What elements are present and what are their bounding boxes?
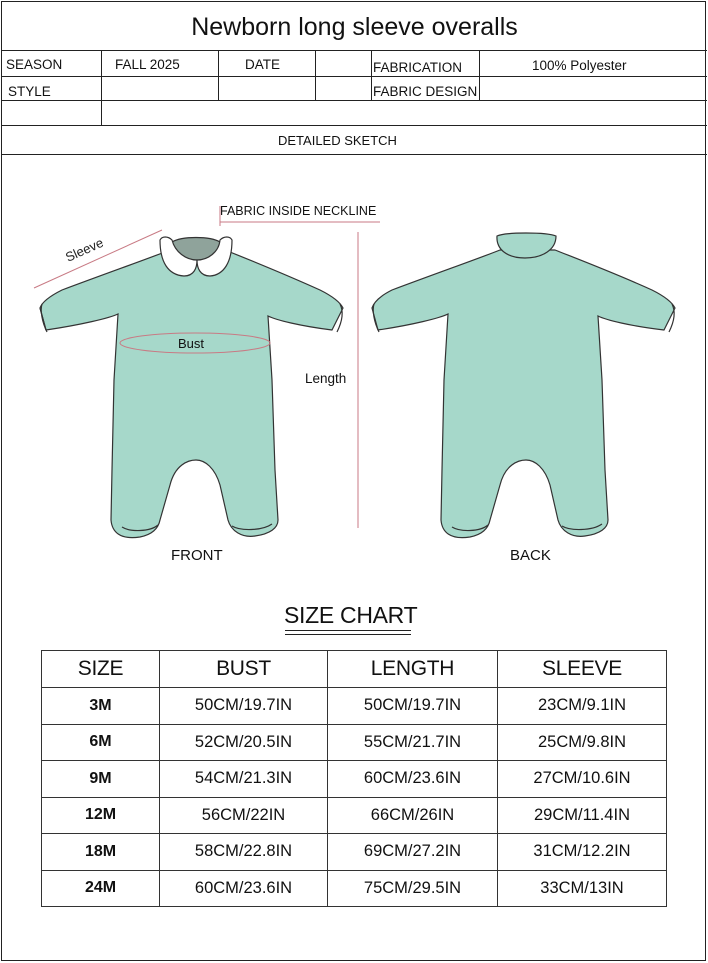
size-chart-title: SIZE CHART bbox=[284, 602, 418, 628]
size-cell: 3M bbox=[42, 688, 160, 725]
bust-cell: 60CM/23.6IN bbox=[160, 870, 328, 907]
size-chart-table bbox=[41, 650, 667, 907]
fabrication-label: FABRICATION bbox=[373, 60, 463, 75]
sleeve-cell: 27CM/10.6IN bbox=[498, 761, 667, 798]
season-label: SEASON bbox=[6, 57, 63, 72]
detailed-sketch-label: DETAILED SKETCH bbox=[278, 133, 397, 148]
length-cell: 66CM/26IN bbox=[328, 797, 498, 834]
back-body bbox=[372, 250, 675, 538]
length-cell: 50CM/19.7IN bbox=[328, 688, 498, 725]
size-cell: 18M bbox=[42, 834, 160, 871]
sleeve-cell: 25CM/9.8IN bbox=[498, 724, 667, 761]
front-label: FRONT bbox=[171, 547, 223, 564]
sleeve-label: Sleeve bbox=[63, 234, 106, 265]
header-size: SIZE bbox=[42, 651, 160, 688]
table-row bbox=[42, 797, 667, 834]
length-cell: 75CM/29.5IN bbox=[328, 870, 498, 907]
length-cell: 60CM/23.6IN bbox=[328, 761, 498, 798]
title-underline bbox=[285, 630, 411, 631]
header-bust: BUST bbox=[160, 651, 328, 688]
size-cell: 12M bbox=[42, 797, 160, 834]
back-label: BACK bbox=[510, 547, 551, 564]
front-garment-drawing bbox=[40, 234, 343, 538]
date-label: DATE bbox=[245, 57, 281, 72]
header-sleeve: SLEEVE bbox=[498, 651, 667, 688]
table-row bbox=[42, 724, 667, 761]
length-cell: 55CM/21.7IN bbox=[328, 724, 498, 761]
back-garment-drawing bbox=[372, 233, 675, 538]
length-cell: 69CM/27.2IN bbox=[328, 834, 498, 871]
bust-cell: 56CM/22IN bbox=[160, 797, 328, 834]
bust-cell: 50CM/19.7IN bbox=[160, 688, 328, 725]
sleeve-cell: 29CM/11.4IN bbox=[498, 797, 667, 834]
title-underline bbox=[285, 634, 411, 635]
fabric-design-label: FABRIC DESIGN bbox=[373, 84, 478, 99]
sleeve-cell: 31CM/12.2IN bbox=[498, 834, 667, 871]
bust-label: Bust bbox=[178, 336, 205, 351]
bust-cell: 54CM/21.3IN bbox=[160, 761, 328, 798]
header-length: LENGTH bbox=[328, 651, 498, 688]
sleeve-cell: 23CM/9.1IN bbox=[498, 688, 667, 725]
fabrication-value: 100% Polyester bbox=[532, 58, 627, 73]
front-body bbox=[40, 244, 343, 538]
table-header-row bbox=[42, 651, 667, 688]
size-cell: 6M bbox=[42, 724, 160, 761]
table-row bbox=[42, 834, 667, 871]
size-cell: 9M bbox=[42, 761, 160, 798]
style-label: STYLE bbox=[8, 84, 51, 99]
bust-cell: 58CM/22.8IN bbox=[160, 834, 328, 871]
neckline-label: FABRIC INSIDE NECKLINE bbox=[220, 204, 377, 218]
table-row bbox=[42, 688, 667, 725]
season-value: FALL 2025 bbox=[115, 57, 180, 72]
sheet-title: Newborn long sleeve overalls bbox=[191, 13, 518, 41]
length-label: Length bbox=[305, 371, 347, 386]
table-row bbox=[42, 870, 667, 907]
sleeve-cell: 33CM/13IN bbox=[498, 870, 667, 907]
size-cell: 24M bbox=[42, 870, 160, 907]
table-row bbox=[42, 761, 667, 798]
bust-cell: 52CM/20.5IN bbox=[160, 724, 328, 761]
